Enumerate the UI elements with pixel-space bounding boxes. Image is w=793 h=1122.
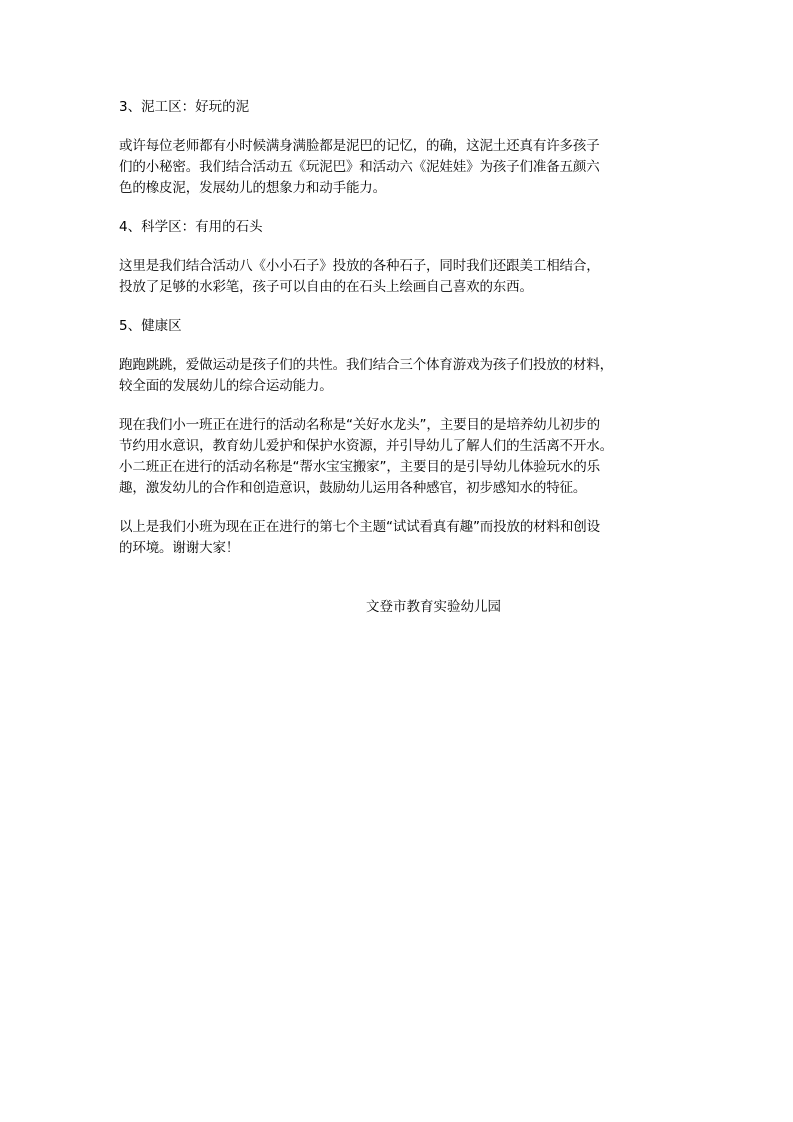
paragraph-line: 较全面的发展幼儿的综合运动能力。 — [119, 378, 333, 394]
section-paragraph-science-area — [119, 256, 684, 298]
paragraph-line: 或许每位老师都有小时候满身满脸都是泥巴的记忆，的确，这泥土还真有许多孩子 — [119, 138, 600, 154]
paragraph-line: 节约用水意识，教育幼儿爱护和保护水资源，并引导幼儿了解人们的生活离不开水。 — [119, 438, 613, 454]
paragraph-line: 投放了足够的水彩笔，孩子可以自由的在石头上绘画自己喜欢的东西。 — [119, 279, 533, 295]
paragraph-line: 们的小秘密。我们结合活动五《玩泥巴》和活动六《泥娃娃》为孩子们准备五颜六 — [119, 159, 600, 175]
paragraph-line: 跑跑跳跳，爱做运动是孩子们的共性。我们结合三个体育游戏为孩子们投放的材料， — [119, 357, 613, 373]
section-paragraph-clay-area — [119, 136, 684, 199]
activities-paragraph — [119, 415, 684, 499]
paragraph-line: 以上是我们小班为现在正在进行的第七个主题“试试看真有趣”而投放的材料和创设 — [119, 519, 600, 535]
paragraph-line: 的环境。谢谢大家！ — [119, 540, 240, 556]
paragraph-line: 趣，激发幼儿的合作和创造意识，鼓励幼儿运用各种感官，初步感知水的特征。 — [119, 480, 587, 496]
section-heading-science-area: 4、科学区：有用的石头 — [119, 219, 263, 235]
section-heading-health-area: 5、健康区 — [119, 318, 182, 334]
paragraph-line: 色的橡皮泥，发展幼儿的想象力和动手能力。 — [119, 180, 386, 196]
paragraph-line: 现在我们小一班正在进行的活动名称是“关好水龙头”，主要目的是培养幼儿初步的 — [119, 417, 600, 433]
paragraph-line: 小二班正在进行的活动名称是“帮水宝宝搬家”，主要目的是引导幼儿体验玩水的乐 — [119, 459, 600, 475]
section-heading-clay-area: 3、泥工区：好玩的泥 — [119, 99, 250, 115]
document-body — [119, 97, 684, 559]
signature: 文登市教育实验幼儿园 — [366, 599, 501, 615]
section-paragraph-health-area — [119, 355, 684, 397]
closing-paragraph — [119, 517, 684, 559]
paragraph-line: 这里是我们结合活动八《小小石子》投放的各种石子，同时我们还跟美工相结合， — [119, 258, 600, 274]
